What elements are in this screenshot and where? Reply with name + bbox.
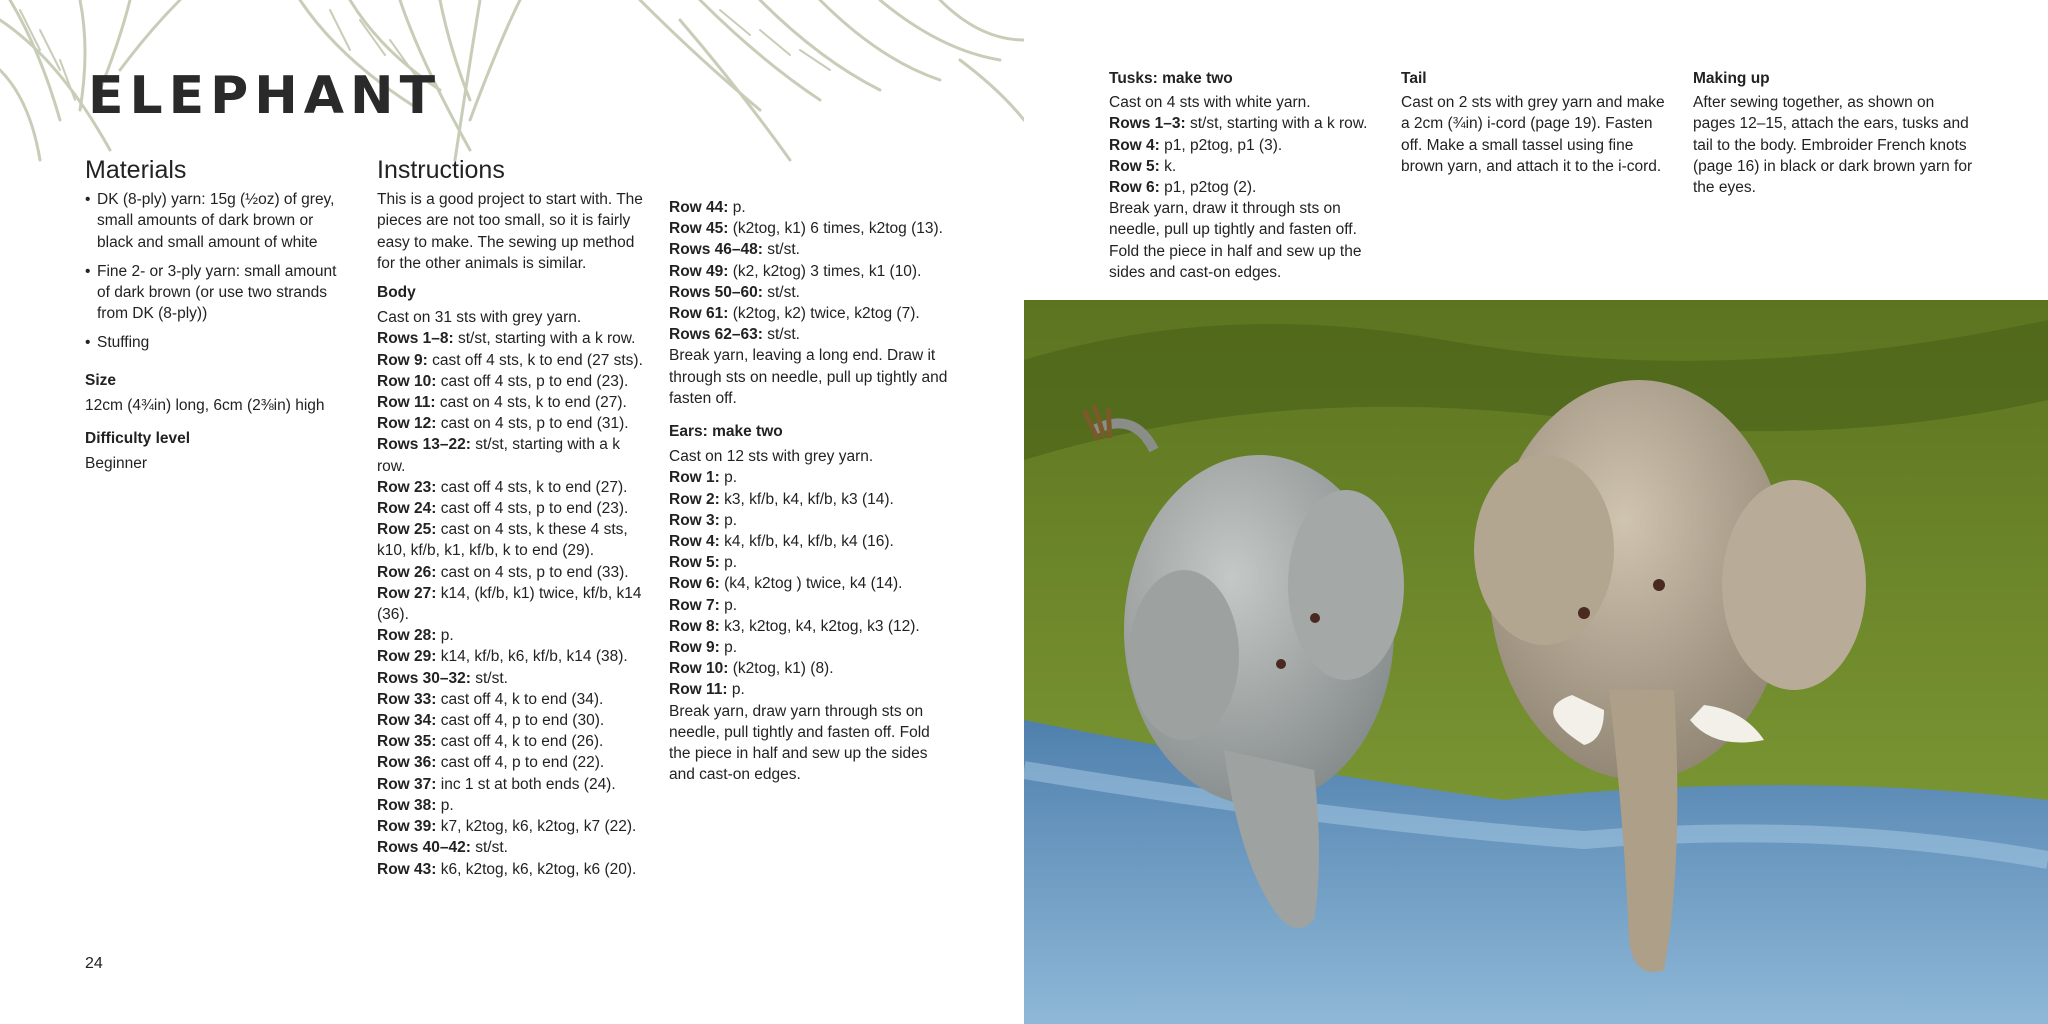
row-label: Row 25: (377, 521, 437, 539)
row-label: Row 43: (377, 860, 437, 878)
row-text: p1, p2tog (2). (1164, 179, 1257, 197)
tail-text: Cast on 2 sts with grey yarn and make a 2cm (¾in) i-cord (page 19). Fasten off. Make a small tassel using fine brown yarn, and attach it to the i-cord. (1401, 94, 1665, 175)
row-text: st/st. (767, 283, 800, 301)
instruction-row (669, 218, 949, 239)
row-text: st/st. (767, 326, 800, 344)
row-label: Row 37: (377, 775, 437, 793)
row-text: cast on 4 sts, k these 4 sts, k10, kf/b, k1, kf/b, k to end (29). (377, 521, 628, 560)
row-text: cast off 4 sts, k to end (27 sts). (432, 351, 643, 369)
row-label: Row 38: (377, 796, 437, 814)
row-text: st/st, starting with a k row. (1189, 115, 1368, 133)
difficulty-heading: Difficulty level (85, 430, 191, 448)
row-text: cast off 4 sts, p to end (23). (440, 372, 629, 390)
materials-list (85, 189, 340, 353)
tusks-cast-on: Cast on 4 sts with white yarn. (1109, 94, 1311, 112)
row-text: cast off 4, k to end (34). (440, 690, 604, 708)
instructions-intro: This is a good project to start with. The pieces are not too small, so it is fairly easy to make. The sewing up method for the other animals is similar. (377, 191, 643, 272)
row-label: Rows 13–22: (377, 436, 471, 454)
ears-finish: Break yarn, draw yarn through sts on needle, pull tightly and fasten off. Fold the piece in half and sew up the sides and cast-on edges. (669, 702, 930, 784)
making-up-text: After sewing together, as shown on pages 12–15, attach the ears, tusks and tail to the body. Embroider French knots (page 16) in black or dark brown yarn for the eyes. (1693, 94, 1973, 197)
instruction-row (377, 837, 652, 858)
tail-heading: Tail (1401, 70, 1427, 87)
row-label: Row 45: (669, 220, 729, 238)
instruction-row (377, 498, 652, 519)
instruction-row (377, 625, 652, 646)
instruction-row (377, 350, 652, 371)
row-label: Row 26: (377, 563, 437, 581)
row-text: p. (440, 627, 454, 645)
instruction-row (669, 531, 949, 552)
instruction-row (669, 595, 949, 616)
row-label: Row 33: (377, 690, 437, 708)
row-label: Rows 50–60: (669, 283, 763, 301)
row-text: p. (731, 681, 745, 699)
row-label: Rows 1–3: (1109, 115, 1186, 133)
size-text: 12cm (4¾in) long, 6cm (2⅜in) high (85, 396, 325, 414)
instructions-heading: Instructions (377, 156, 505, 184)
instruction-row (669, 552, 949, 573)
row-label: Row 49: (669, 262, 729, 280)
row-label: Row 23: (377, 478, 437, 496)
making-up-heading: Making up (1693, 70, 1770, 87)
row-label: Row 44: (669, 199, 729, 216)
row-label: Row 7: (669, 596, 720, 614)
instructions-column-2 (669, 197, 949, 785)
row-label: Row 39: (377, 818, 437, 836)
row-label: Row 2: (669, 490, 720, 508)
row-label: Rows 46–48: (669, 241, 763, 259)
instruction-row (1109, 177, 1374, 198)
instruction-row (1109, 135, 1374, 156)
row-text: st/st, starting with a k row. (377, 436, 620, 475)
instruction-row (669, 637, 949, 658)
row-label: Row 27: (377, 584, 437, 602)
instruction-row (377, 752, 652, 773)
row-text: inc 1 st at both ends (24). (440, 775, 616, 793)
tusks-column (1109, 68, 1374, 283)
row-text: k4, kf/b, k4, kf/b, k4 (16). (724, 533, 894, 551)
row-text: cast off 4, p to end (30). (440, 712, 605, 730)
page-title: ELEPHANT (88, 66, 442, 126)
row-label: Row 28: (377, 627, 437, 645)
row-text: p. (724, 511, 738, 529)
instruction-row (377, 731, 652, 752)
row-text: cast off 4 sts, k to end (27). (440, 478, 628, 496)
row-label: Row 12: (377, 415, 437, 433)
row-label: Rows 62–63: (669, 326, 763, 344)
row-label: Row 61: (669, 305, 729, 323)
instruction-row (669, 282, 949, 303)
row-label: Rows 40–42: (377, 839, 471, 857)
row-text: (k2tog, k1) 6 times, k2tog (13). (732, 220, 943, 238)
instruction-row (669, 324, 949, 345)
elephants-illustration (1024, 300, 2048, 1024)
instruction-row (377, 689, 652, 710)
ears-rows (669, 467, 949, 700)
row-text: st/st. (767, 241, 800, 259)
instruction-row (377, 477, 652, 498)
row-text: p. (440, 796, 454, 814)
instruction-row (377, 434, 652, 476)
row-text: st/st. (475, 669, 508, 687)
ears-heading: Ears: make two (669, 423, 783, 441)
instruction-row (377, 710, 652, 731)
row-text: p. (724, 596, 738, 614)
instruction-row (377, 519, 652, 561)
row-text: k3, k2tog, k4, k2tog, k3 (12). (724, 617, 920, 635)
list-item: • DK (8-ply) yarn: 15g (½oz) of grey, small amounts of dark brown or black and small amount of white (85, 189, 340, 253)
row-text: k. (1164, 157, 1177, 175)
row-text: (k4, k2tog ) twice, k4 (14). (724, 575, 903, 593)
instruction-row (377, 816, 652, 837)
row-text: (k2tog, k2) twice, k2tog (7). (732, 305, 920, 323)
instruction-row (377, 646, 652, 667)
body-rows-cont (669, 197, 949, 345)
instruction-row (669, 303, 949, 324)
instruction-row (377, 413, 652, 434)
row-label: Row 11: (669, 681, 728, 699)
row-label: Rows 30–32: (377, 669, 471, 687)
tusks-finish: Break yarn, draw it through sts on needle, pull up tightly and fasten off. Fold the piece in half and sew up the sides and cast-on edges. (1109, 200, 1362, 281)
row-text: p. (724, 469, 738, 487)
row-text: cast off 4 sts, p to end (23). (440, 500, 629, 518)
instruction-row (377, 583, 652, 625)
row-text: p. (724, 554, 738, 572)
size-heading: Size (85, 371, 117, 389)
row-label: Row 35: (377, 733, 437, 751)
row-text: cast off 4, k to end (26). (440, 733, 604, 751)
row-text: k14, kf/b, k6, kf/b, k14 (38). (440, 648, 628, 666)
instruction-row (377, 859, 652, 880)
instruction-row (377, 795, 652, 816)
row-label: Rows 1–8: (377, 330, 454, 348)
instruction-row (669, 197, 949, 218)
row-label: Row 11: (377, 394, 436, 412)
row-text: cast off 4, p to end (22). (440, 754, 605, 772)
instruction-row (669, 467, 949, 488)
instructions-column (377, 156, 652, 880)
row-text: (k2, k2tog) 3 times, k1 (10). (732, 262, 922, 280)
instruction-row (377, 774, 652, 795)
row-label: Row 5: (669, 554, 720, 572)
elephants-photo (1024, 300, 2048, 1024)
instruction-row (669, 616, 949, 637)
row-label: Row 10: (377, 372, 437, 390)
row-label: Row 6: (1109, 179, 1160, 197)
row-label: Row 5: (1109, 157, 1160, 175)
instruction-row (669, 573, 949, 594)
instruction-row (377, 371, 652, 392)
instruction-row (669, 679, 949, 700)
row-text: (k2tog, k1) (8). (732, 660, 834, 678)
row-label: Row 9: (669, 639, 720, 657)
row-text: k3, kf/b, k4, kf/b, k3 (14). (724, 490, 894, 508)
instruction-row (377, 328, 652, 349)
instruction-row (669, 489, 949, 510)
tusks-rows (1109, 113, 1374, 198)
row-text: k7, k2tog, k6, k2tog, k7 (22). (440, 818, 637, 836)
instruction-row (1109, 113, 1374, 134)
row-label: Row 34: (377, 712, 437, 730)
body-cast-on: Cast on 31 sts with grey yarn. (377, 309, 582, 327)
row-text: st/st. (475, 839, 508, 857)
instruction-row (377, 392, 652, 413)
instruction-row (669, 239, 949, 260)
row-text: cast on 4 sts, p to end (33). (440, 563, 629, 581)
row-text: cast on 4 sts, k to end (27). (439, 394, 627, 412)
row-text: cast on 4 sts, p to end (31). (440, 415, 629, 433)
row-label: Row 8: (669, 617, 720, 635)
instruction-row (669, 510, 949, 531)
row-text: p1, p2tog, p1 (3). (1164, 136, 1283, 154)
body-rows (377, 328, 652, 879)
materials-heading: Materials (85, 156, 187, 184)
ears-cast-on: Cast on 12 sts with grey yarn. (669, 448, 874, 466)
tusks-heading: Tusks: make two (1109, 70, 1233, 87)
list-item: • Stuffing (85, 332, 340, 353)
row-text: k14, (kf/b, k1) twice, kf/b, k14 (36). (377, 584, 642, 624)
row-label: Row 6: (669, 575, 720, 593)
row-text: k6, k2tog, k6, k2tog, k6 (20). (440, 860, 637, 878)
row-text: st/st, starting with a k row. (457, 330, 636, 348)
instruction-row (669, 261, 949, 282)
difficulty-text: Beginner (85, 455, 148, 473)
row-label: Row 9: (377, 351, 428, 369)
body-heading: Body (377, 284, 416, 302)
tail-column (1401, 68, 1676, 177)
row-text: p. (724, 639, 738, 657)
row-label: Row 1: (669, 469, 720, 487)
instruction-row (377, 668, 652, 689)
instruction-row (1109, 156, 1374, 177)
instruction-row (377, 562, 652, 583)
row-label: Row 3: (669, 511, 720, 529)
row-label: Row 4: (669, 533, 720, 551)
making-up-column (1693, 68, 1973, 198)
list-item: • Fine 2- or 3-ply yarn: small amount of dark brown (or use two strands from DK (8-ply)) (85, 261, 340, 325)
row-label: Row 4: (1109, 136, 1160, 154)
row-label: Row 24: (377, 500, 437, 518)
row-label: Row 10: (669, 660, 729, 678)
row-text: p. (732, 199, 746, 216)
row-label: Row 36: (377, 754, 437, 772)
materials-column (85, 156, 340, 474)
body-finish: Break yarn, leaving a long end. Draw it through sts on needle, pull up tightly and fasten off. (669, 347, 948, 407)
row-label: Row 29: (377, 648, 437, 666)
instruction-row (669, 658, 949, 679)
page-number: 24 (85, 955, 103, 972)
